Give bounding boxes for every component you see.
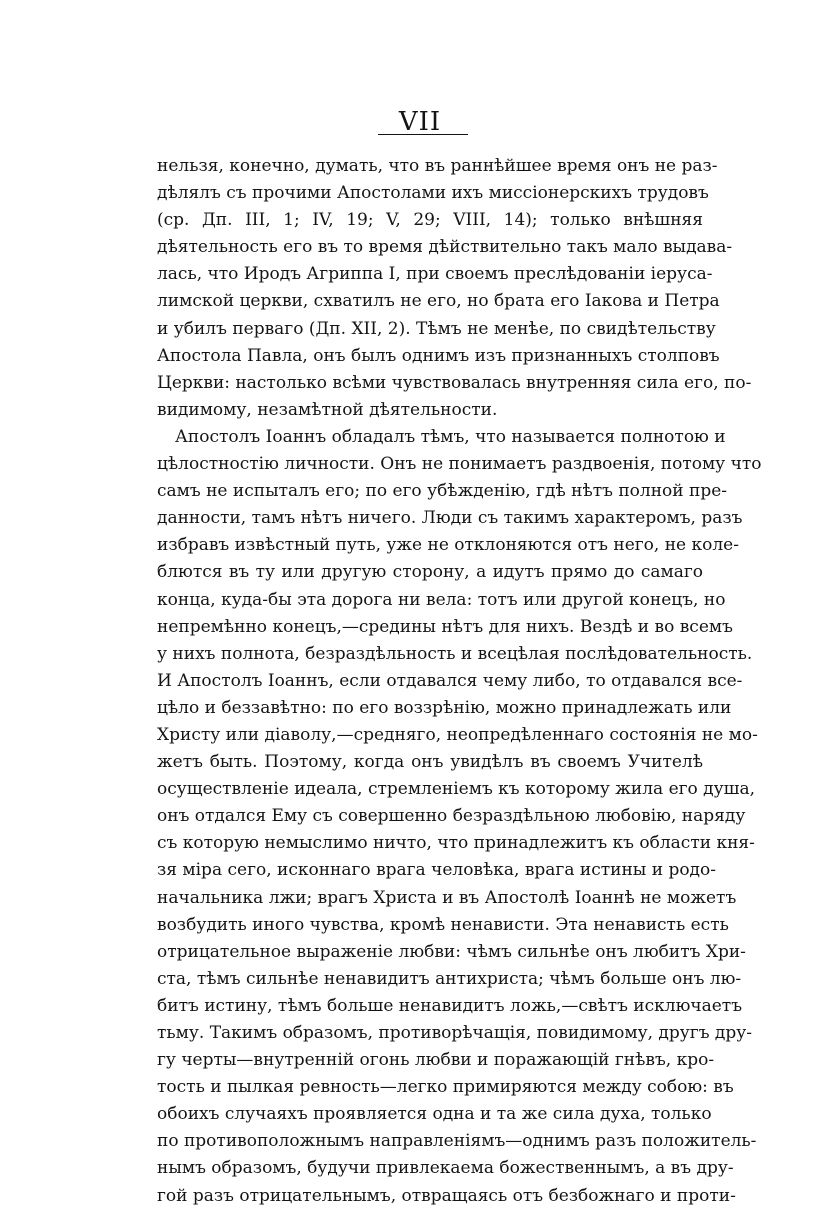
text-line: Христу или діаволу,—средняго, неопредѣленнаго состоянія не мо-	[157, 724, 758, 745]
text-line: осуществленіе идеала, стремленіемъ къ которому жила его душа,	[157, 779, 755, 800]
text-line: Апостолъ Іоаннъ обладалъ тѣмъ, что называется полнотою и	[175, 426, 726, 447]
text-line: отрицательное выраженіе любви: чѣмъ сильнѣе онъ любитъ Хри-	[157, 941, 746, 962]
text-line: цѣлостностію личности. Онъ не понимаетъ раздвоенія, потому что	[157, 454, 762, 475]
text-line: гу черты—внутренній огонь любви и поражающій гнѣвъ, кро-	[157, 1050, 715, 1071]
text-line: зя міра сего, исконнаго врага человѣка, врага истины и родо-	[157, 860, 717, 881]
text-line: блются въ ту или другую сторону, а идутъ прямо до самаго	[157, 562, 703, 583]
text-line: лась, что Иродъ Агриппа I, при своемъ преслѣдованіи іеруса-	[157, 264, 713, 285]
text-line: по противоположнымъ направленіямъ—однимъ разъ положитель-	[157, 1131, 757, 1152]
text-line: самъ не испыталъ его; по его убѣжденію, гдѣ нѣтъ полной пре-	[157, 481, 728, 502]
text-line: возбудить иного чувства, кромѣ ненависти. Эта ненависть есть	[157, 914, 729, 935]
text-line: видимому, незамѣтной дѣятельности.	[157, 399, 498, 420]
paragraph	[157, 424, 762, 1210]
text-line: обоихъ случаяхъ проявляется одна и та же сила духа, только	[157, 1104, 712, 1125]
text-line: гой разъ отрицательнымъ, отвращаясь отъ безбожнаго и проти-	[157, 1185, 736, 1206]
text-line: тость и пылкая ревность—легко примиряются между собою: въ	[157, 1077, 734, 1098]
page-number: VII	[398, 107, 442, 137]
text-line: у нихъ полнота, безраздѣльность и всецѣлая послѣдовательность.	[157, 643, 753, 664]
text-line: избравъ извѣстный путь, уже не отклоняются отъ него, не коле-	[157, 535, 739, 556]
text-line: дѣятельность его въ то время дѣйствительно такъ мало выдава-	[157, 237, 733, 258]
text-line: лимской церкви, схватилъ не его, но брата его Іакова и Петра	[157, 291, 720, 312]
text-line: Апостола Павла, онъ былъ однимъ изъ признанныхъ столповъ	[157, 345, 720, 366]
text-line: дѣлялъ съ прочими Апостолами ихъ миссіонерскихъ трудовъ	[157, 183, 709, 204]
text-line: нельзя, конечно, думать, что въ раннѣйшее время онъ не раз-	[157, 156, 718, 176]
header-rule	[378, 134, 468, 135]
text-line: Церкви: настолько всѣми чувствовалась внутренняя сила его, по-	[157, 372, 752, 393]
text-line: данности, тамъ нѣтъ ничего. Люди съ такимъ характеромъ, разъ	[157, 508, 743, 529]
text-line: конца, куда-бы эта дорога ни вела: тотъ или другой конецъ, но	[157, 589, 726, 610]
text-line: цѣло и беззавѣтно: по его воззрѣнію, можно принадлежать или	[157, 697, 732, 718]
text-line: битъ истину, тѣмъ больше ненавидитъ ложь,—свѣтъ исключаетъ	[157, 995, 743, 1016]
text-line: съ которую немыслимо ничто, что принадлежитъ къ области кня-	[157, 833, 755, 854]
text-line: ста, тѣмъ сильнѣе ненавидитъ антихриста; чѣмъ больше онъ лю-	[157, 968, 742, 989]
text-line: и убилъ перваго (Дп. XII, 2). Тѣмъ не менѣе, по свидѣтельству	[157, 318, 716, 339]
text-line: И Апостолъ Іоаннъ, если отдавался чему либо, то отдавался все-	[157, 670, 743, 691]
text-line: онъ отдался Ему съ совершенно безраздѣльною любовію, наряду	[157, 806, 746, 827]
body-text	[157, 153, 762, 1210]
paragraph	[157, 153, 752, 424]
text-line: (ср. Дп. III, 1; IV, 19; V, 29; VIII, 14); только внѣшняя	[157, 210, 703, 231]
text-line: жетъ быть. Поэтому, когда онъ увидѣлъ въ своемъ Учителѣ	[157, 752, 703, 773]
text-line: непремѣнно конецъ,—средины нѣтъ для нихъ. Вездѣ и во всемъ	[157, 616, 733, 637]
text-line: начальника лжи; врагъ Христа и въ Апостолѣ Іоаннѣ не можетъ	[157, 887, 737, 908]
text-line: нымъ образомъ, будучи привлекаема божественнымъ, а въ дру-	[157, 1158, 734, 1179]
text-line: тьму. Такимъ образомъ, противорѣчащія, повидимому, другъ дру-	[157, 1023, 753, 1043]
